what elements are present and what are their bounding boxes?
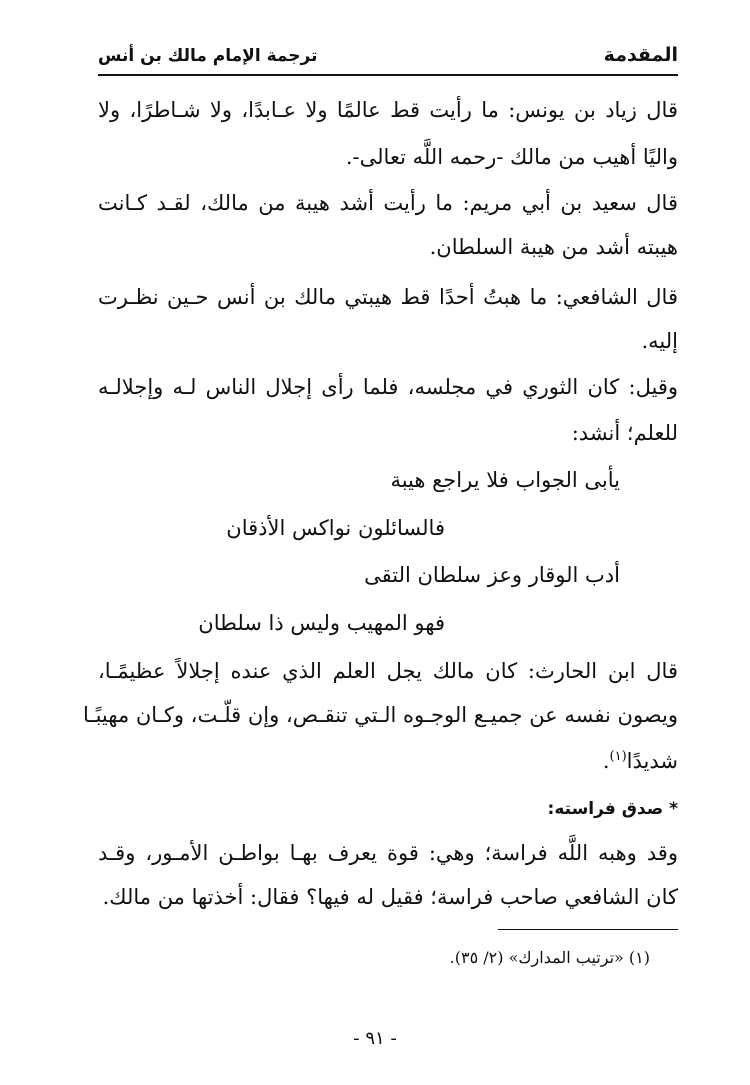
poem-line: فالسائلون نواكس الأذقان: [226, 516, 445, 540]
footnote-divider: [498, 929, 678, 930]
poem-line: أدب الوقار وعز سلطان التقى: [364, 563, 620, 587]
body-line: هيبته أشد من هيبة السلطان.: [429, 235, 678, 259]
body-line: قال الشافعي: ما هبتُ أحدًا قط هيبتي مالك بن أنس حـين نظـرت: [98, 285, 678, 309]
footnote: (١) «ترتيب المدارك» (٢/ ٣٥).: [449, 948, 650, 967]
chapter-title: ترجمة الإمام مالك بن أنس: [98, 46, 318, 66]
body-line: [98, 742, 678, 776]
period: .: [602, 749, 610, 773]
section-heading: * صدق فراسته:: [547, 799, 678, 819]
body-line: إليه.: [641, 329, 678, 353]
poem-line: يأبى الجواب فلا يراجع هيبة: [390, 468, 620, 492]
poem-line: فهو المهيب وليس ذا سلطان: [198, 611, 445, 635]
page-number: - ٩١ -: [353, 1028, 397, 1049]
footnote-ref: (١): [609, 749, 627, 764]
body-text: شديدًا: [626, 749, 678, 773]
running-header: [98, 42, 678, 76]
body-line: قال زياد بن يونس: ما رأيت قط عالمًا ولا عـابدًا، ولا شـاطرًا، ولا: [98, 98, 678, 122]
body-line: وقيل: كان الثوري في مجلسه، فلما رأى إجلال الناس لـه وإجلالـه: [98, 375, 678, 399]
body-line: قال ابن الحارث: كان مالك يجل العلم الذي عنده إجلالاً عظيمًـا،: [98, 659, 678, 683]
body-line: واليًا أهيب من مالك -رحمه اللَّه تعالى-.: [345, 145, 678, 169]
body-line: وقد وهبه اللَّه فراسة؛ وهي: قوة يعرف بهـا بواطـن الأمـور، وقـد: [98, 841, 678, 865]
body-line: ويصون نفسه عن جميـع الوجـوه الـتي تنقـص، وإن قلّـت، وكـان مهيبًـا: [83, 703, 678, 727]
body-line: كان الشافعي صاحب فراسة؛ فقيل له فيها؟ فقال: أخذتها من مالك.: [102, 885, 678, 909]
body-line: قال سعيد بن أبي مريم: ما رأيت أشد هيبة من مالك، لقـد كـانت: [98, 191, 678, 215]
body-line: للعلم؛ أنشد:: [571, 421, 678, 445]
section-title: المقدمة: [603, 44, 678, 66]
